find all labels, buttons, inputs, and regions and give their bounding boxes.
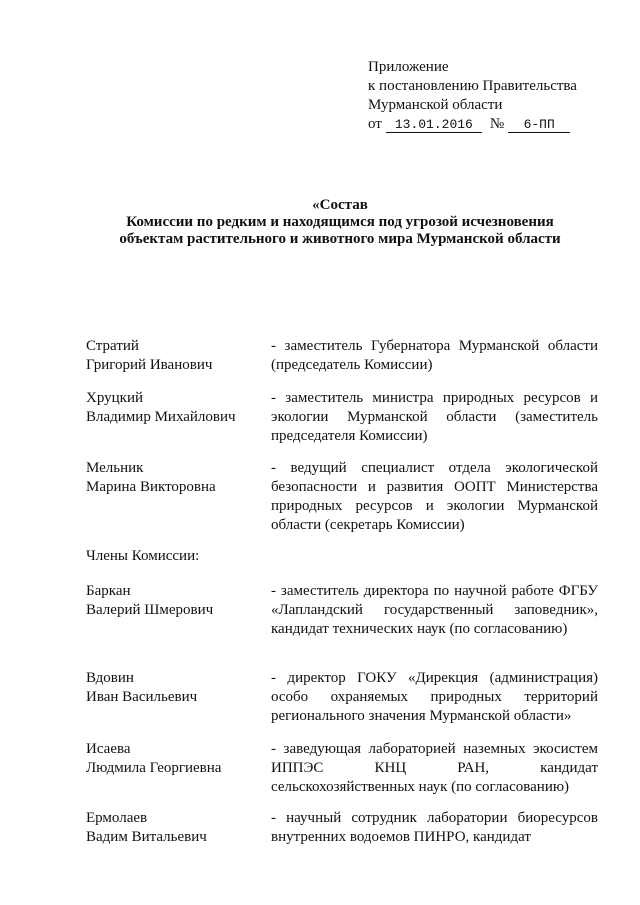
member-role: - заместитель министра природных ресурсов и экологии Мурманской области (заместитель председателя Комиссии)	[271, 390, 598, 444]
member-surname: Стратий	[86, 338, 139, 354]
member-name	[86, 582, 261, 620]
member-given-name: Иван Васильевич	[86, 689, 198, 705]
member-role: - заместитель Губернатора Мурманской области (председатель Комиссии)	[271, 338, 598, 373]
member-surname: Ермолаев	[86, 810, 148, 826]
appendix-date-line	[368, 115, 630, 134]
title-line-1: «Состав	[312, 197, 368, 213]
document-title	[60, 197, 620, 248]
member-given-name: Валерий Шмерович	[86, 602, 214, 618]
member-name	[86, 389, 261, 427]
member-name	[86, 809, 261, 847]
title-line-2: Комиссии по редким и находящимся под угрозой исчезновения	[126, 214, 554, 230]
member-surname: Исаева	[86, 741, 131, 757]
member-surname: Вдовин	[86, 670, 134, 686]
member-given-name: Марина Викторовна	[86, 479, 216, 495]
member-name	[86, 459, 261, 497]
members-heading: Члены Комиссии:	[86, 548, 200, 564]
member-name	[86, 740, 261, 778]
appendix-line-2: к постановлению Правительства	[368, 78, 577, 94]
member-role: - заместитель директора по научной работе ФГБУ «Лапландский государственный заповедник», кандидат технических наук (по согласованию)	[271, 583, 598, 637]
member-name	[86, 669, 261, 707]
title-line-3: объектам растительного и животного мира Мурманской области	[119, 231, 561, 247]
member-given-name: Григорий Иванович	[86, 357, 213, 373]
member-role: - научный сотрудник лаборатории биоресурсов внутренних водоемов ПИНРО, кандидат	[271, 810, 598, 845]
number-label: №	[489, 116, 505, 132]
member-given-name: Людмила Георгиевна	[86, 760, 222, 776]
member-role: - ведущий специалист отдела экологической безопасности и развития ООПТ Министерства природных ресурсов и экологии Мурманской области (секретарь Комиссии)	[271, 460, 598, 533]
member-surname: Хруцкий	[86, 390, 144, 406]
member-given-name: Владимир Михайлович	[86, 409, 236, 425]
member-surname: Баркан	[86, 583, 131, 599]
appendix-line-3: Мурманской области	[368, 97, 503, 113]
member-role: - заведующая лабораторией наземных экосистем ИППЭС КНЦ РАН, кандидат сельскохозяйственных наук (по согласованию)	[271, 741, 598, 795]
member-role: - директор ГОКУ «Дирекция (администрация) особо охраняемых природных территорий регионального значения Мурманской области»	[271, 670, 598, 724]
decree-date: 13.01.2016	[386, 117, 482, 133]
from-label: от	[368, 116, 382, 132]
appendix-line-1: Приложение	[368, 59, 449, 75]
appendix-block	[368, 58, 630, 134]
decree-number: 6-ПП	[508, 117, 570, 133]
member-surname: Мельник	[86, 460, 144, 476]
member-name	[86, 337, 261, 375]
member-given-name: Вадим Витальевич	[86, 829, 207, 845]
